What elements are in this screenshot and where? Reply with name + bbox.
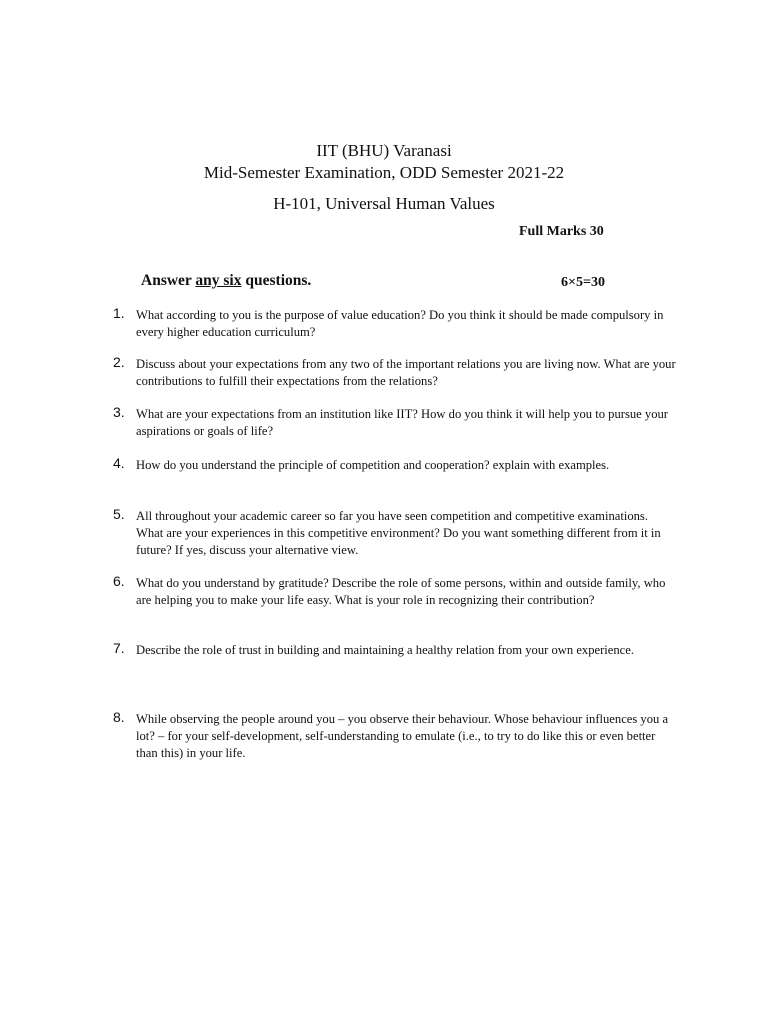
instruction-prefix: Answer (141, 272, 196, 289)
question-number: 5. (113, 506, 125, 522)
question-number: 6. (113, 573, 125, 589)
question-text: Discuss about your expectations from any two of the important relations you are living now. What are your contributions to fulfill their expectations from the relations? (136, 357, 676, 388)
question-text: What according to you is the purpose of value education? Do you think it should be made compulsory in every higher education curriculum? (136, 308, 664, 339)
question-number: 7. (113, 640, 125, 656)
marks-breakdown: 6×5=30 (561, 275, 605, 290)
instruction-suffix: questions. (241, 272, 312, 289)
question-text: Describe the role of trust in building and maintaining a healthy relation from your own experience. (136, 643, 635, 657)
course-title: H-101, Universal Human Values (273, 194, 495, 213)
question-number: 1. (113, 305, 125, 321)
question-text: What are your expectations from an institution like IIT? How do you think it will help you to pursue your aspirations or goals of life? (136, 407, 668, 438)
exam-title: Mid-Semester Examination, ODD Semester 2021-22 (203, 163, 565, 182)
instruction (141, 272, 311, 290)
question-number: 2. (113, 354, 125, 370)
question-number: 3. (113, 404, 125, 420)
question-text: What do you understand by gratitude? Describe the role of some persons, within and outside family, who are helping you to make your life easy. What is your role in recognizing their contribution? (136, 576, 666, 607)
institute-name: IIT (BHU) Varanasi (316, 141, 452, 160)
question-number: 4. (113, 455, 125, 471)
full-marks: Full Marks 30 (519, 224, 604, 239)
question-text: While observing the people around you – you observe their behaviour. Whose behaviour influences you a lot? – for your self-development, self-understanding to emulate (i.e., to try to do like this or even better than this) in your life. (136, 712, 669, 760)
instruction-underlined: any six (195, 272, 242, 289)
question-text: All throughout your academic career so far you have seen competition and competitive examinations. What are your experiences in this competitive environment? Do you want something different from it in future? If yes, discuss your alternative view. (136, 509, 661, 557)
question-number: 8. (113, 709, 125, 725)
question-text: How do you understand the principle of competition and cooperation? explain with examples. (136, 458, 610, 472)
